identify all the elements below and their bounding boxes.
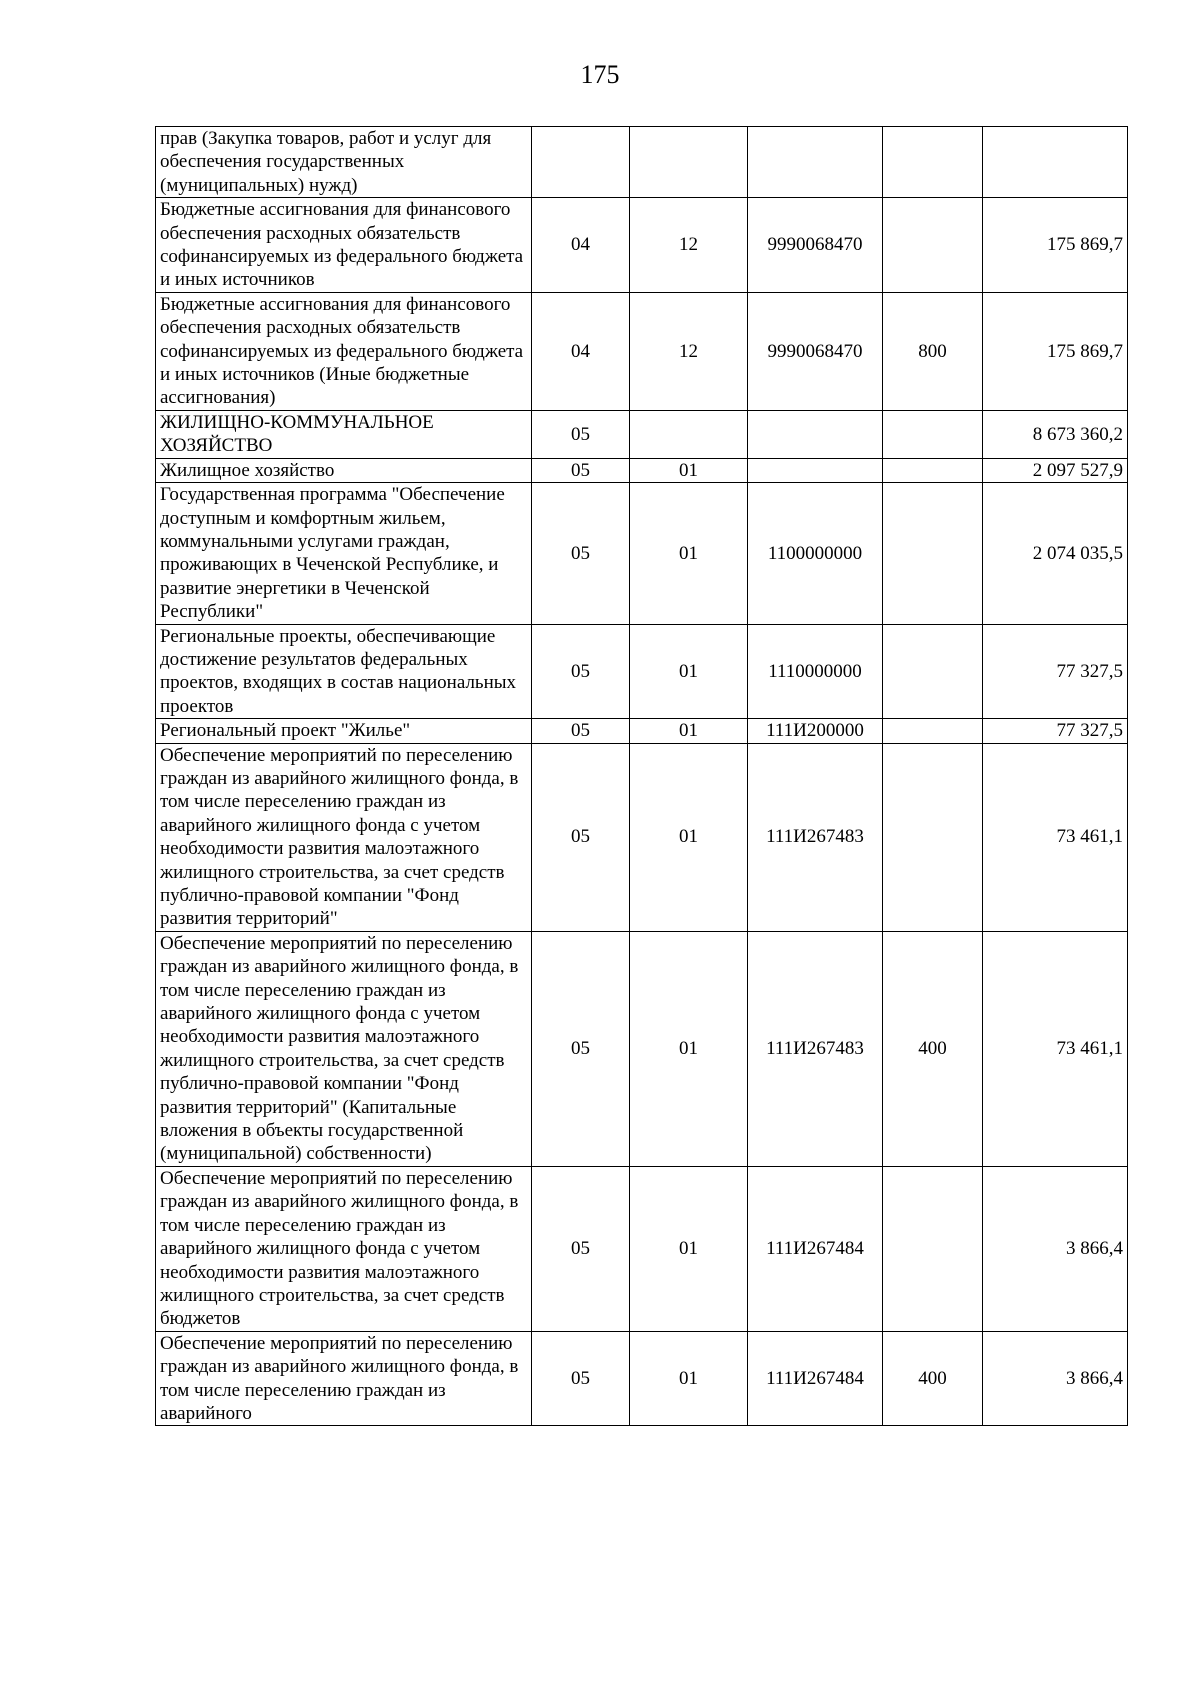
row-name-cell: Бюджетные ассигнования для финансового обеспечения расходных обязательств софинансируемых из федерального бюджета и иных источников: [156, 198, 532, 293]
row-section-cell: 04: [532, 198, 630, 293]
row-subsection-cell: 12: [630, 292, 748, 410]
row-expense-type-cell: [883, 198, 983, 293]
row-expense-type-cell: [883, 127, 983, 198]
row-name-cell: Бюджетные ассигнования для финансового обеспечения расходных обязательств софинансируемых из федерального бюджета и иных источников (Иные бюджетные ассигнования): [156, 292, 532, 410]
row-target-article-cell: 111И267484: [748, 1166, 883, 1331]
row-expense-type-cell: 400: [883, 931, 983, 1166]
page-number: 175: [580, 60, 620, 89]
row-subsection-cell: [630, 410, 748, 458]
table-row: [156, 1166, 1128, 1331]
row-section-cell: 05: [532, 624, 630, 719]
row-target-article-cell: 111И267484: [748, 1331, 883, 1426]
row-subsection-cell: 01: [630, 624, 748, 719]
row-amount-cell: 175 869,7: [983, 292, 1128, 410]
row-section-cell: 04: [532, 292, 630, 410]
row-name-cell: ЖИЛИЩНО-КОММУНАЛЬНОЕ ХОЗЯЙСТВО: [156, 410, 532, 458]
row-amount-cell: 2 097 527,9: [983, 458, 1128, 482]
row-expense-type-cell: [883, 743, 983, 931]
row-name-cell: Жилищное хозяйство: [156, 458, 532, 482]
row-subsection-cell: 01: [630, 458, 748, 482]
row-name-cell: Обеспечение мероприятий по переселению граждан из аварийного жилищного фонда, в том числе переселению граждан из аварийного жилищного фонда с учетом необходимости развития малоэтажного жилищного строительства, за счет средств бюджетов: [156, 1166, 532, 1331]
row-section-cell: 05: [532, 1331, 630, 1426]
row-name-cell: Обеспечение мероприятий по переселению граждан из аварийного жилищного фонда, в том числе переселению граждан из аварийного: [156, 1331, 532, 1426]
row-section-cell: 05: [532, 483, 630, 624]
row-name-cell: прав (Закупка товаров, работ и услуг для обеспечения государственных (муниципальных) нужд): [156, 127, 532, 198]
table-row: [156, 292, 1128, 410]
row-expense-type-cell: 800: [883, 292, 983, 410]
row-section-cell: 05: [532, 719, 630, 743]
table-row: [156, 127, 1128, 198]
row-target-article-cell: 111И267483: [748, 743, 883, 931]
row-expense-type-cell: [883, 410, 983, 458]
row-amount-cell: 73 461,1: [983, 931, 1128, 1166]
row-target-article-cell: 111И200000: [748, 719, 883, 743]
table-row: [156, 198, 1128, 293]
row-subsection-cell: 01: [630, 931, 748, 1166]
row-subsection-cell: [630, 127, 748, 198]
row-section-cell: 05: [532, 410, 630, 458]
row-name-cell: Региональный проект "Жилье": [156, 719, 532, 743]
row-target-article-cell: [748, 127, 883, 198]
row-amount-cell: 175 869,7: [983, 198, 1128, 293]
row-expense-type-cell: [883, 483, 983, 624]
row-target-article-cell: [748, 458, 883, 482]
row-target-article-cell: 9990068470: [748, 198, 883, 293]
row-amount-cell: [983, 127, 1128, 198]
row-target-article-cell: 9990068470: [748, 292, 883, 410]
row-section-cell: [532, 127, 630, 198]
row-subsection-cell: 01: [630, 483, 748, 624]
row-amount-cell: 77 327,5: [983, 719, 1128, 743]
row-target-article-cell: 1100000000: [748, 483, 883, 624]
row-amount-cell: 73 461,1: [983, 743, 1128, 931]
row-expense-type-cell: [883, 1166, 983, 1331]
row-amount-cell: 3 866,4: [983, 1331, 1128, 1426]
budget-table: [155, 126, 1128, 1426]
row-target-article-cell: [748, 410, 883, 458]
row-name-cell: Обеспечение мероприятий по переселению граждан из аварийного жилищного фонда, в том числе переселению граждан из аварийного жилищного фонда с учетом необходимости развития малоэтажного жилищного строительства, за счет средств публично-правовой компании "Фонд развития территорий": [156, 743, 532, 931]
row-name-cell: Обеспечение мероприятий по переселению граждан из аварийного жилищного фонда, в том числе переселению граждан из аварийного жилищного фонда с учетом необходимости развития малоэтажного жилищного строительства, за счет средств публично-правовой компании "Фонд развития территорий" (Капитальные вложения в объекты государственной (муниципальной) собственности): [156, 931, 532, 1166]
row-expense-type-cell: 400: [883, 1331, 983, 1426]
table-row: [156, 458, 1128, 482]
row-amount-cell: 77 327,5: [983, 624, 1128, 719]
row-subsection-cell: 12: [630, 198, 748, 293]
row-expense-type-cell: [883, 458, 983, 482]
table-row: [156, 719, 1128, 743]
row-subsection-cell: 01: [630, 1166, 748, 1331]
table-row: [156, 743, 1128, 931]
row-subsection-cell: 01: [630, 1331, 748, 1426]
row-target-article-cell: 1110000000: [748, 624, 883, 719]
row-subsection-cell: 01: [630, 743, 748, 931]
row-amount-cell: 3 866,4: [983, 1166, 1128, 1331]
row-section-cell: 05: [532, 931, 630, 1166]
row-name-cell: Государственная программа "Обеспечение доступным и комфортным жильем, коммунальными услугами граждан, проживающих в Чеченской Республике, и развитие энергетики в Чеченской Республики": [156, 483, 532, 624]
table-row: [156, 931, 1128, 1166]
budget-table-body: [156, 127, 1128, 1426]
row-section-cell: 05: [532, 458, 630, 482]
row-subsection-cell: 01: [630, 719, 748, 743]
row-expense-type-cell: [883, 624, 983, 719]
table-row: [156, 483, 1128, 624]
row-expense-type-cell: [883, 719, 983, 743]
table-row: [156, 1331, 1128, 1426]
table-row: [156, 410, 1128, 458]
row-amount-cell: 8 673 360,2: [983, 410, 1128, 458]
row-target-article-cell: 111И267483: [748, 931, 883, 1166]
row-section-cell: 05: [532, 743, 630, 931]
row-amount-cell: 2 074 035,5: [983, 483, 1128, 624]
table-row: [156, 624, 1128, 719]
row-name-cell: Региональные проекты, обеспечивающие достижение результатов федеральных проектов, входящих в состав национальных проектов: [156, 624, 532, 719]
row-section-cell: 05: [532, 1166, 630, 1331]
